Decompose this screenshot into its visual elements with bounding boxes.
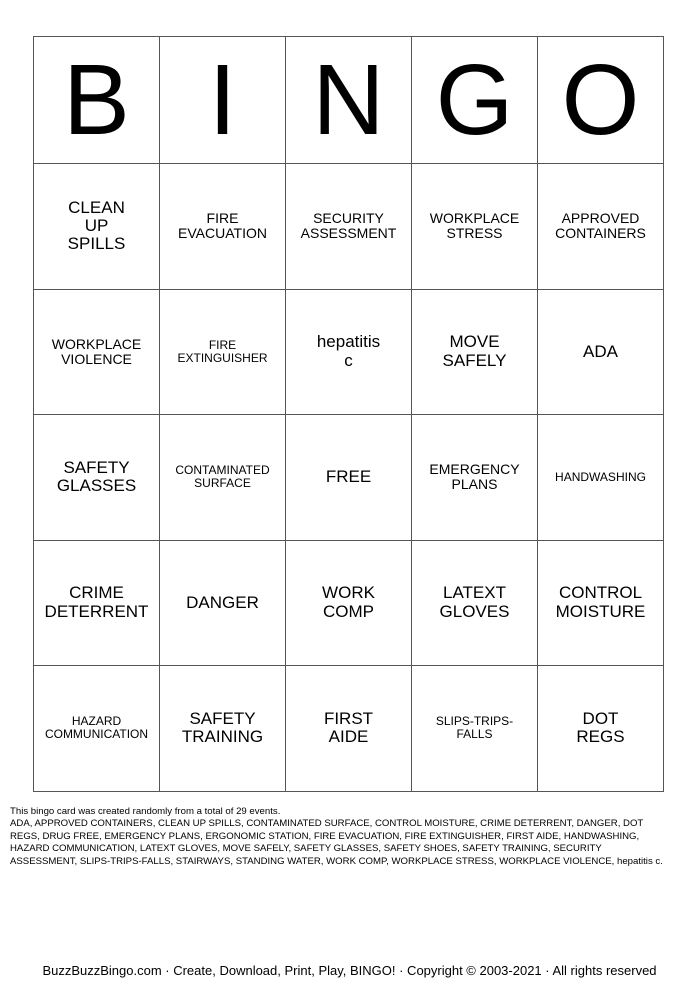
grid-cell: SLIPS-TRIPS-FALLS bbox=[412, 666, 538, 792]
grid-row bbox=[34, 289, 664, 415]
grid-cell: MOVE SAFELY bbox=[412, 289, 538, 415]
header-row bbox=[34, 37, 664, 164]
grid-row bbox=[34, 666, 664, 792]
grid-cell: FIRE EXTINGUISHER bbox=[160, 289, 286, 415]
grid-cell: WORK COMP bbox=[286, 540, 412, 666]
info-event-list: ADA, APPROVED CONTAINERS, CLEAN UP SPILLS, CONTAMINATED SURFACE, CONTROL MOISTURE, CRIME DETERRENT, DANGER, DOT REGS, DRUG FREE, EMERGENCY PLANS, ERGONOMIC STATION, FIRE EVACUATION, FIRE EXTINGUISHER, FIRST AIDE, HANDWASHING, HAZARD COMMUNICATION, LATEXT GLOVES, MOVE SAFELY, SAFETY GLASSES, SAFETY SHOES, SAFETY TRAINING, SECURITY ASSESSMENT, SLIPS-TRIPS-FALLS, STAIRWAYS, STANDING WATER, WORK COMP, WORKPLACE STRESS, WORKPLACE VIOLENCE, hepatitis c. bbox=[10, 818, 663, 867]
grid-cell: SAFETY TRAINING bbox=[160, 666, 286, 792]
card-info bbox=[10, 806, 670, 868]
grid-cell: CRIME DETERRENT bbox=[34, 540, 160, 666]
grid-cell: APPROVED CONTAINERS bbox=[538, 164, 664, 290]
grid-cell: DOT REGS bbox=[538, 666, 664, 792]
info-summary: This bingo card was created randomly from a total of 29 events. bbox=[10, 806, 281, 817]
footer-copyright: BuzzBuzzBingo.com · Create, Download, Print, Play, BINGO! · Copyright © 2003-2021 · All rights reserved bbox=[42, 963, 657, 978]
grid-cell: SAFETY GLASSES bbox=[34, 415, 160, 541]
header-letter-g: G bbox=[412, 37, 538, 164]
grid-cell: CONTROL MOISTURE bbox=[538, 540, 664, 666]
header-letter-o: O bbox=[538, 37, 664, 164]
grid-cell: FIRST AIDE bbox=[286, 666, 412, 792]
header-letter-n: N bbox=[286, 37, 412, 164]
grid-cell: LATEXT GLOVES bbox=[412, 540, 538, 666]
grid-cell: SECURITY ASSESSMENT bbox=[286, 164, 412, 290]
grid-cell: WORKPLACE STRESS bbox=[412, 164, 538, 290]
grid-cell: CONTAMINATED SURFACE bbox=[160, 415, 286, 541]
bingo-card bbox=[33, 36, 664, 792]
grid-cell: DANGER bbox=[160, 540, 286, 666]
grid-cell: EMERGENCY PLANS bbox=[412, 415, 538, 541]
grid-cell: ADA bbox=[538, 289, 664, 415]
grid-cell: WORKPLACE VIOLENCE bbox=[34, 289, 160, 415]
grid-cell: HAZARD COMMUNICATION bbox=[34, 666, 160, 792]
grid-row bbox=[34, 540, 664, 666]
grid-row bbox=[34, 164, 664, 290]
grid-row bbox=[34, 415, 664, 541]
grid-cell: CLEAN UP SPILLS bbox=[34, 164, 160, 290]
grid-cell: hepatitis c bbox=[286, 289, 412, 415]
free-space: FREE bbox=[286, 415, 412, 541]
grid-cell: FIRE EVACUATION bbox=[160, 164, 286, 290]
header-letter-i: I bbox=[160, 37, 286, 164]
header-letter-b: B bbox=[34, 37, 160, 164]
grid-cell: HANDWASHING bbox=[538, 415, 664, 541]
